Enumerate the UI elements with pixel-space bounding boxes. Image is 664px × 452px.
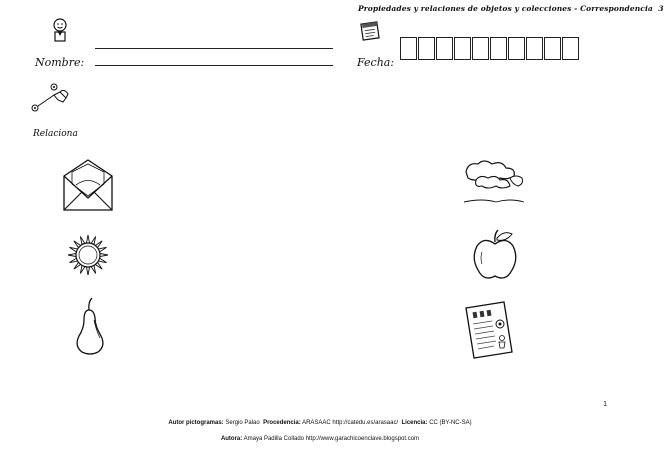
student-icon: [50, 18, 70, 42]
name-line-top: [95, 48, 333, 49]
clouds-icon[interactable]: [462, 158, 526, 206]
date-box[interactable]: [526, 37, 543, 60]
date-box[interactable]: [508, 37, 525, 60]
date-box[interactable]: [436, 37, 453, 60]
apple-icon[interactable]: [472, 228, 518, 282]
date-box[interactable]: [544, 37, 561, 60]
footer-author: Autora: Amaya Padilla Collado http://www.garachicoenclave.blogspot.com: [220, 436, 420, 442]
date-box[interactable]: [454, 37, 471, 60]
date-box[interactable]: [400, 37, 417, 60]
name-label: Nombre:: [35, 56, 85, 69]
footer-credits: Autor pictogramas: Sergio Palao Procedencia: ARASAAC http://catedu.es/arasaac/ Licencia: CC (BY-NC-SA): [168, 420, 472, 426]
letter-document-icon[interactable]: [464, 302, 514, 360]
connect-dots-icon: [30, 82, 72, 116]
pear-icon[interactable]: [74, 298, 106, 356]
calendar-icon: [360, 20, 382, 42]
date-box[interactable]: [490, 37, 507, 60]
page-number: 1: [603, 401, 607, 408]
date-label: Fecha:: [357, 56, 395, 69]
envelope-icon[interactable]: [62, 158, 114, 212]
date-boxes[interactable]: [400, 37, 580, 60]
name-field[interactable]: [95, 65, 333, 66]
sun-icon[interactable]: [66, 233, 110, 277]
date-box[interactable]: [472, 37, 489, 60]
sheet-number: 3: [658, 4, 664, 13]
instruction-label: Relaciona: [33, 129, 78, 139]
date-box[interactable]: [418, 37, 435, 60]
worksheet-title: Propiedades y relaciones de objetos y colecciones - Correspondencia 3: [358, 4, 664, 13]
date-box[interactable]: [562, 37, 579, 60]
